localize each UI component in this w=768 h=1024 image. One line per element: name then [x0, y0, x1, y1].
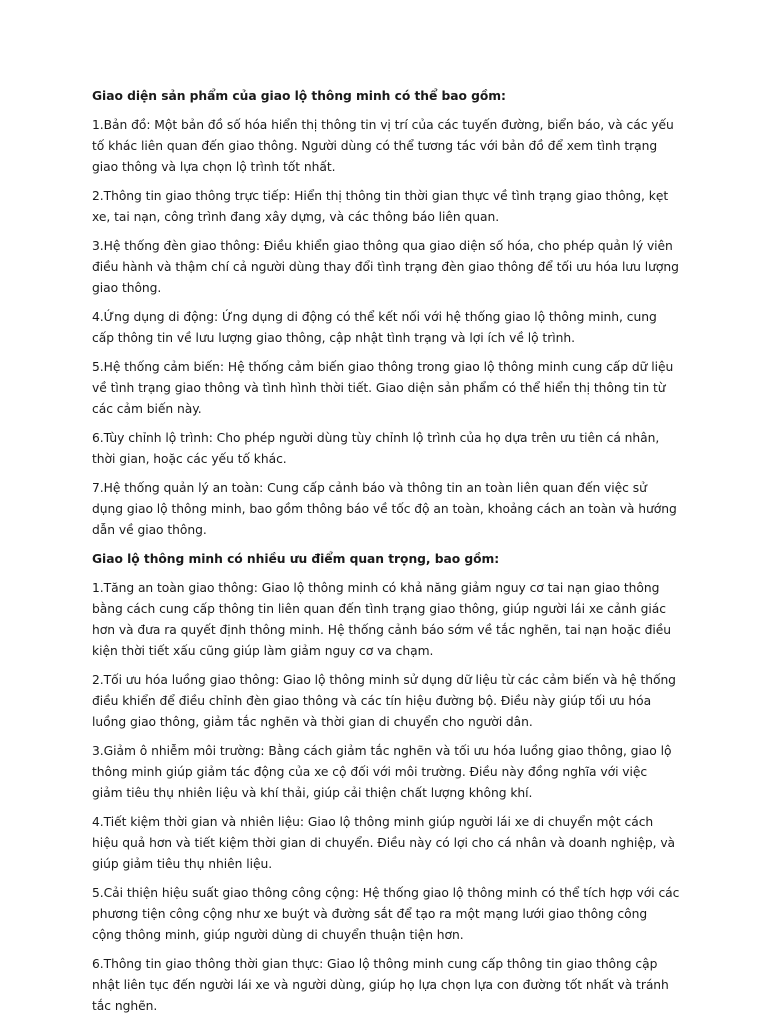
interface-item-sensors: 5.Hệ thống cảm biến: Hệ thống cảm biến giao thông trong giao lộ thông minh cung cấp dữ liệu về tình trạng giao thông và tình hình thời tiết. Giao diện sản phẩm có thể hiển thị thông tin từ các cảm biến này.	[92, 360, 674, 416]
interface-item-mobile-app: 4.Ứng dụng di động: Ứng dụng di động có thể kết nối với hệ thống giao lộ thông minh, cung cấp thông tin về lưu lượng giao thông, cập nhật tình trạng và lợi ích về lộ trình.	[92, 310, 657, 345]
interface-item-safety-system: 7.Hệ thống quản lý an toàn: Cung cấp cảnh báo và thông tin an toàn liên quan đến việc sử dụng giao lộ thông minh, bao gồm thông báo về tốc độ an toàn, khoảng cách an toàn và hướng dẫn về giao thông.	[92, 481, 677, 537]
section-heading-advantages: Giao lộ thông minh có nhiều ưu điểm quan trọng, bao gồm:	[92, 552, 500, 566]
advantage-item-pollution: 3.Giảm ô nhiễm môi trường: Bằng cách giảm tắc nghẽn và tối ưu hóa luồng giao thông, giao lộ thông minh giúp giảm tác động của xe cộ đối với môi trường. Điều này đồng nghĩa với việc giảm tiêu thụ nhiên liệu và khí thải, giúp cải thiện chất lượng không khí.	[92, 744, 672, 800]
advantage-item-safety: 1.Tăng an toàn giao thông: Giao lộ thông minh có khả năng giảm nguy cơ tai nạn giao thông bằng cách cung cấp thông tin liên quan đến tình trạng giao thông, giúp người lái xe cảnh giác hơn và đưa ra quyết định thông minh. Hệ thống cảnh báo sớm về tắc nghẽn, tai nạn hoặc điều kiện thời tiết xấu cũng giúp làm giảm nguy cơ va chạm.	[92, 581, 672, 658]
advantage-item-time-fuel: 4.Tiết kiệm thời gian và nhiên liệu: Giao lộ thông minh giúp người lái xe di chuyển một cách hiệu quả hơn và tiết kiệm thời gian di chuyển. Điều này có lợi cho cá nhân và doanh nghiệp, và giúp giảm tiêu thụ nhiên liệu.	[92, 815, 676, 871]
interface-item-traffic-lights: 3.Hệ thống đèn giao thông: Điều khiển giao thông qua giao diện số hóa, cho phép quản lý viên điều hành và thậm chí cả người dùng thay đổi tình trạng đèn giao thông để tối ưu hóa lưu lượng giao thông.	[92, 239, 679, 295]
interface-item-live-traffic: 2.Thông tin giao thông trực tiếp: Hiển thị thông tin thời gian thực về tình trạng giao thông, kẹt xe, tai nạn, công trình đang xây dựng, và các thông báo liên quan.	[92, 189, 669, 224]
interface-item-map: 1.Bản đồ: Một bản đồ số hóa hiển thị thông tin vị trí của các tuyến đường, biển báo, và các yếu tố khác liên quan đến giao thông. Người dùng có thể tương tác với bản đồ để xem tình trạng giao thông và lựa chọn lộ trình tốt nhất.	[92, 118, 674, 174]
interface-item-route-customization: 6.Tùy chỉnh lộ trình: Cho phép người dùng tùy chỉnh lộ trình của họ dựa trên ưu tiên cá nhân, thời gian, hoặc các yếu tố khác.	[92, 431, 660, 466]
advantage-item-flow-optimization: 2.Tối ưu hóa luồng giao thông: Giao lộ thông minh sử dụng dữ liệu từ các cảm biến và hệ thống điều khiển để điều chỉnh đèn giao thông và các tín hiệu đường bộ. Điều này giúp tối ưu hóa luồng giao thông, giảm tắc nghẽn và thời gian di chuyển cho người dân.	[92, 673, 676, 729]
section-heading-interface: Giao diện sản phẩm của giao lộ thông minh có thể bao gồm:	[92, 89, 506, 103]
advantage-item-realtime-info: 6.Thông tin giao thông thời gian thực: Giao lộ thông minh cung cấp thông tin giao thông cập nhật liên tục đến người lái xe và người dùng, giúp họ lựa chọn lựa con đường tốt nhất và tránh tắc nghẽn.	[92, 957, 669, 1013]
advantage-item-public-transport: 5.Cải thiện hiệu suất giao thông công cộng: Hệ thống giao lộ thông minh có thể tích hợp với các phương tiện công cộng như xe buýt và đường sắt để tạo ra một mạng lưới giao thông công cộng thông minh, giúp người dùng di chuyển thuận tiện hơn.	[92, 886, 680, 942]
